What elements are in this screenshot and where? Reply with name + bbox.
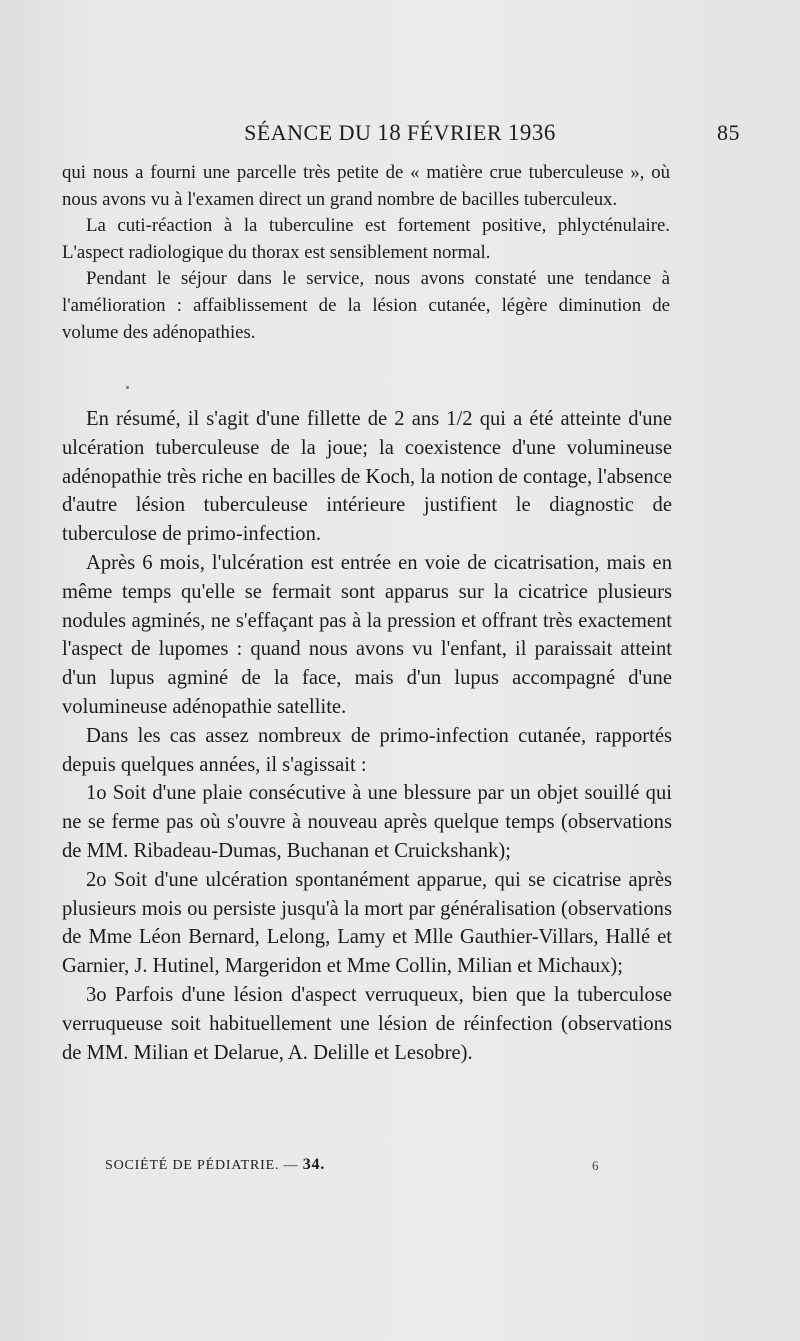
header-title-day: 18 [377, 120, 402, 145]
header-title-year: 1936 [507, 120, 556, 145]
paragraph: En résumé, il s'agit d'une fillette de 2 ans 1/2 qui a été atteinte d'une ulcération tuberculeuse de la joue; la coexistence d'une volumineuse adénopathie très riche en bacilles de Koch, la notion de contage, l'absence d'autre lésion tuberculeuse intérieure justifient le diagnostic de tuberculose de primo-infection. [62, 408, 672, 546]
paragraph: qui nous a fourni une parcelle très petite de « matière crue tuberculeuse », où nous avons vu à l'examen direct un grand nombre de bacilles tuberculeux. [62, 162, 670, 210]
paragraph: 2o Soit d'une ulcération spontanément apparue, qui se cicatrise après plusieurs mois ou persiste jusqu'à la mort par généralisation (observations de Mme Léon Bernard, Lelong, Lamy et Mlle Gauthier-Villars, Hallé et Garnier, J. Hutinel, Margeridon et Mme Collin, Milian et Michaux); [62, 868, 672, 978]
signature-mark: 6 [592, 1158, 599, 1173]
paragraph: Pendant le séjour dans le service, nous avons constaté une tendance à l'amélioration : affaiblissement de la lésion cutanée, légère diminution de volume des adénopathies. [62, 268, 670, 343]
paragraph: 1o Soit d'une plaie consécutive à une blessure par un objet souillé qui ne se ferme pas où s'ouvre à nouveau après quelque temps (observations de MM. Ribadeau-Dumas, Buchanan et Cruickshank); [62, 782, 672, 862]
header-title [60, 120, 740, 146]
footer-volume: 34. [302, 1156, 326, 1173]
paragraph: Dans les cas assez nombreux de primo-infection cutanée, rapportés depuis quelques années, il s'agissait : [62, 724, 672, 776]
running-header [60, 120, 740, 150]
paragraph: Après 6 mois, l'ulcération est entrée en voie de cicatrisation, mais en même temps qu'elle se fermait sont apparus sur la cicatrice plusieurs nodules agminés, ne s'effaçant pas à la pression et offrant très exactement l'aspect de lupomes : quand nous avons vu l'enfant, il paraissait atteint d'un lupus agminé de la face, mais d'un lupus accompagné d'une volumineuse adénopathie satellite. [62, 551, 672, 718]
page-number: 85 [717, 120, 740, 145]
header-title-pre: SÉANCE DU [244, 120, 372, 145]
summary-section [62, 405, 672, 1067]
footer-imprint [105, 1156, 605, 1174]
separator-dot [126, 386, 129, 389]
footer-journal: SOCIÉTÉ DE PÉDIATRIE. — [105, 1158, 299, 1173]
paragraph: La cuti-réaction à la tuberculine est fortement positive, phlycténulaire. L'aspect radiologique du thorax est sensiblement normal. [62, 215, 670, 263]
header-title-month: FÉVRIER [406, 120, 503, 145]
case-details-section [62, 160, 670, 346]
paragraph: 3o Parfois d'une lésion d'aspect verruqueux, bien que la tuberculose verruqueuse soit habituellement une lésion de réinfection (observations de MM. Milian et Delarue, A. Delille et Lesobre). [62, 983, 672, 1064]
